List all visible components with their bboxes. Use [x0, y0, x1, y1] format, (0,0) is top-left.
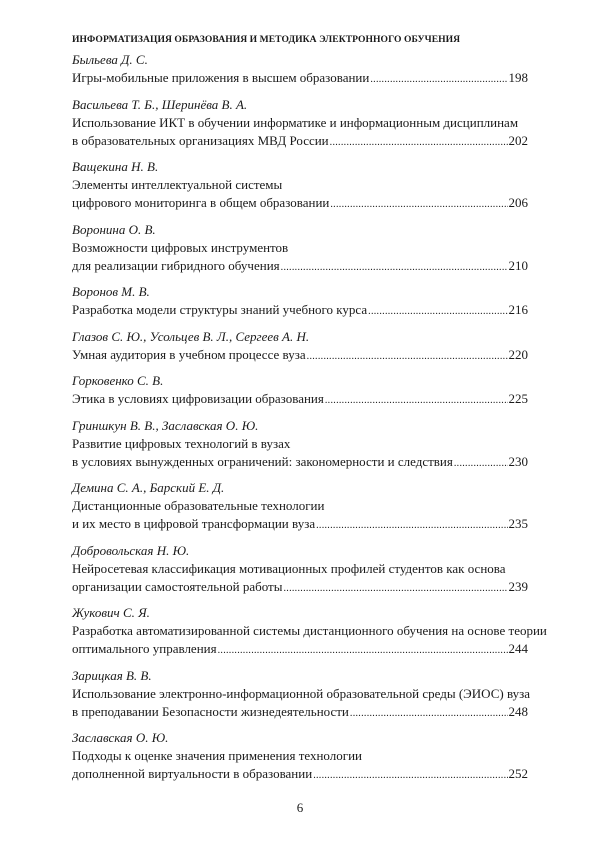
entry-author: Воронина О. В.: [72, 221, 156, 237]
entry-author: Быльева Д. С.: [72, 52, 148, 67]
toc-entry[interactable]: [72, 417, 528, 471]
entry-title-line: Развитие цифровых технологий в вузах: [72, 435, 291, 451]
entry-author: Жукович С. Я.: [72, 605, 150, 620]
entry-page: 202: [508, 132, 528, 148]
entry-page: 244: [508, 641, 528, 656]
toc-entry[interactable]: [72, 729, 528, 783]
entry-title-line: цифрового мониторинга в общем образовании: [72, 195, 330, 210]
dot-leader: [316, 515, 507, 533]
entry-title-line: Использование ИКТ в обучении информатике и информационным дисциплинам: [72, 114, 519, 130]
entry-title-line: Нейросетевая классификация мотивационных профилей студентов как основа: [72, 560, 506, 576]
dot-leader: [368, 301, 507, 319]
entry-title-line: в условиях вынужденных ограничений: закономерности и следствия: [72, 453, 453, 469]
entry-title-line: Дистанционные образовательные технологии: [72, 498, 325, 513]
entry-page: 252: [508, 766, 528, 781]
entry-title-line: Этика в условиях цифровизации образования: [72, 391, 324, 406]
dot-leader: [330, 132, 508, 150]
entry-page: 216: [508, 302, 528, 317]
entry-page: 206: [508, 195, 528, 210]
toc-entry[interactable]: [72, 158, 528, 212]
dot-leader: [330, 194, 507, 212]
toc-entry[interactable]: [72, 604, 547, 658]
entry-page: 198: [508, 70, 528, 85]
dot-leader: [313, 765, 507, 783]
dot-leader: [307, 346, 508, 364]
entry-page: 235: [508, 516, 528, 531]
entry-title-line: Умная аудитория в учебном процессе вуза: [72, 346, 306, 362]
toc-entry[interactable]: [72, 221, 528, 275]
dot-leader: [325, 390, 508, 408]
entry-title-line: Подходы к оценке значения применения технологии: [72, 748, 362, 763]
entry-title-line: Разработка автоматизированной системы дистанционного обучения на основе теории: [72, 623, 547, 638]
entry-author: Васильева Т. Б., Шеринёва В. А.: [72, 96, 248, 112]
entry-title-line: дополненной виртуальности в образовании: [72, 766, 313, 781]
entry-title-line: для реализации гибридного обучения: [72, 257, 280, 273]
page-number: 6: [296, 800, 304, 815]
entry-author: Гриншкун В. В., Заславская О. Ю.: [72, 417, 259, 433]
toc-entry[interactable]: [72, 542, 528, 596]
dot-leader: [218, 640, 508, 658]
entry-author: Воронов М. В.: [72, 284, 150, 299]
dot-leader: [350, 703, 508, 721]
table-of-contents: [72, 51, 547, 783]
entry-title-line: оптимального управления: [72, 641, 217, 656]
entry-page: 225: [508, 391, 528, 406]
entry-page: 230: [508, 453, 528, 469]
toc-entry[interactable]: [72, 328, 528, 364]
dot-leader: [281, 257, 508, 275]
entry-author: Ващекина Н. В.: [72, 159, 159, 174]
toc-entry[interactable]: [72, 479, 528, 533]
entry-page: 210: [508, 257, 528, 273]
toc-entry[interactable]: [72, 372, 528, 408]
entry-title-line: в преподавании Безопасности жизнедеятельности: [72, 703, 349, 719]
entry-title-line: организации самостоятельной работы: [72, 578, 283, 594]
entry-title-line: Элементы интеллектуальной системы: [72, 177, 283, 192]
toc-entry[interactable]: [72, 283, 528, 319]
dot-leader: [454, 453, 508, 471]
entry-page: 220: [508, 346, 528, 362]
entry-author: Добровольская Н. Ю.: [72, 542, 190, 558]
entry-author: Глазов С. Ю., Усольцев В. Л., Сергеев А. Н.: [72, 328, 310, 344]
entry-page: 248: [508, 703, 528, 719]
entry-title-line: Разработка модели структуры знаний учебного курса: [72, 302, 368, 317]
entry-title-line: Использование электронно-информационной образовательной среды (ЭИОС) вуза: [72, 685, 531, 701]
entry-author: Демина С. А., Барский Е. Д.: [72, 480, 225, 495]
section-header: ИНФОРМАТИЗАЦИЯ ОБРАЗОВАНИЯ И МЕТОДИКА ЭЛЕКТРОННОГО ОБУЧЕНИЯ: [72, 34, 461, 45]
entry-author: Зарицкая В. В.: [72, 667, 152, 683]
entry-title-line: Возможности цифровых инструментов: [72, 239, 289, 255]
entry-title-line: в образовательных организациях МВД России: [72, 132, 329, 148]
entry-title-line: Игры-мобильные приложения в высшем образовании: [72, 70, 370, 85]
dot-leader: [370, 69, 507, 87]
entry-author: Заславская О. Ю.: [72, 730, 169, 745]
dot-leader: [283, 578, 507, 596]
entry-page: 239: [508, 578, 528, 594]
toc-entry[interactable]: [72, 667, 531, 721]
entry-title-line: и их место в цифровой трансформации вуза: [72, 516, 316, 531]
toc-entry[interactable]: [72, 96, 528, 150]
entry-author: Горковенко С. В.: [72, 373, 164, 388]
toc-entry[interactable]: [72, 51, 528, 87]
